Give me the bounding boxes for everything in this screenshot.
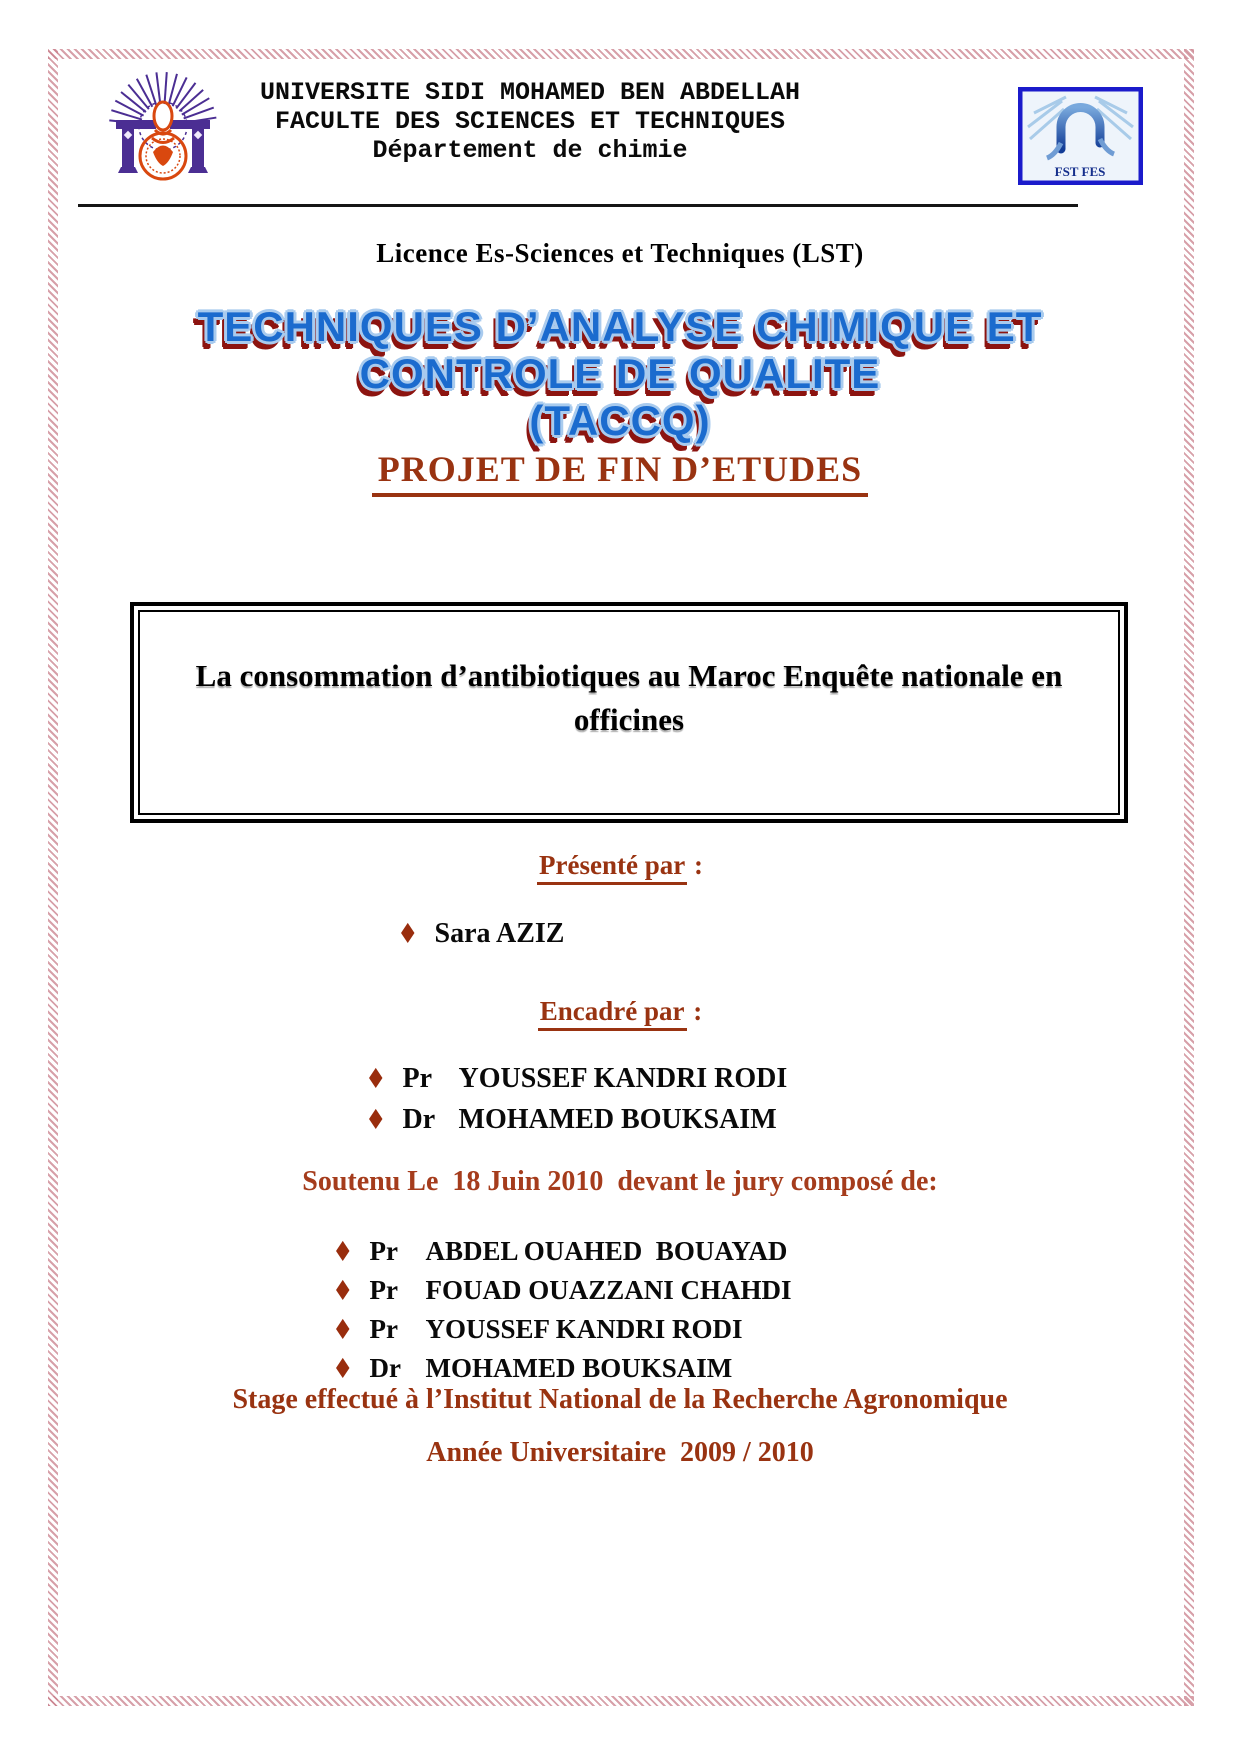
supervised-by-heading: Encadré par : bbox=[0, 996, 1240, 1027]
defense-line: Soutenu Le 18 Juin 2010 devant le jury composé de: bbox=[302, 1166, 938, 1197]
jury-title: Pr bbox=[369, 1275, 398, 1305]
page-border-bottom bbox=[48, 1696, 1194, 1706]
department-name: Département de chimie bbox=[372, 136, 688, 165]
fst-fes-logo-icon bbox=[1018, 87, 1143, 190]
thesis-title: La consommation d’antibiotiques au Maroc Enquête nationale en officines bbox=[195, 658, 1063, 737]
fst-fes-caption: FST FES bbox=[1054, 164, 1106, 179]
institution-header bbox=[190, 78, 870, 165]
academic-year-line: Année Universitaire 2009 / 2010 bbox=[426, 1437, 814, 1468]
jury-name: FOUAD OUAZZANI CHAHDI bbox=[425, 1275, 792, 1305]
jury-title: Pr bbox=[369, 1236, 398, 1266]
jury-title: Dr bbox=[369, 1353, 401, 1383]
supervisor-row bbox=[365, 1104, 787, 1136]
program-title-line3: (TACCQ) bbox=[529, 397, 711, 444]
supervised-by-label: Encadré par bbox=[538, 996, 687, 1031]
author-row bbox=[397, 918, 564, 950]
diamond-bullet-icon: ♦ bbox=[332, 1235, 354, 1269]
supervisor-name: YOUSSEF KANDRI RODI bbox=[458, 1063, 788, 1094]
page-border-top bbox=[48, 49, 1194, 59]
presented-by-heading: Présenté par : bbox=[0, 850, 1240, 881]
university-name: UNIVERSITE SIDI MOHAMED BEN ABDELLAH bbox=[259, 78, 801, 107]
jury-row bbox=[332, 1314, 792, 1345]
jury-row bbox=[332, 1236, 792, 1267]
jury-row bbox=[332, 1353, 792, 1384]
diamond-bullet-icon: ♦ bbox=[332, 1352, 354, 1386]
supervisor-name: MOHAMED BOUKSAIM bbox=[458, 1104, 777, 1135]
supervisor-list bbox=[365, 1063, 787, 1136]
supervisor-title: Pr bbox=[402, 1063, 433, 1094]
program-title-line2: CONTROLE DE QUALITE bbox=[359, 350, 881, 397]
program-title bbox=[0, 303, 1240, 444]
jury-title: Pr bbox=[369, 1314, 398, 1344]
diamond-bullet-icon: ♦ bbox=[332, 1313, 354, 1347]
author-name: Sara AZIZ bbox=[434, 918, 565, 949]
program-title-line1: TECHNIQUES D’ANALYSE CHIMIQUE ET bbox=[197, 303, 1043, 350]
degree-line: Licence Es-Sciences et Techniques (LST) bbox=[376, 238, 864, 268]
header-divider bbox=[78, 204, 1078, 207]
jury-list bbox=[332, 1236, 792, 1384]
diamond-bullet-icon: ♦ bbox=[365, 1103, 387, 1137]
report-type bbox=[0, 448, 1240, 497]
diamond-bullet-icon: ♦ bbox=[332, 1274, 354, 1308]
supervisor-row bbox=[365, 1063, 787, 1095]
diamond-bullet-icon: ♦ bbox=[365, 1062, 387, 1096]
report-type-text: PROJET DE FIN D’ETUDES bbox=[372, 448, 868, 497]
supervisor-title: Dr bbox=[402, 1104, 436, 1135]
diamond-bullet-icon: ♦ bbox=[397, 917, 419, 951]
faculty-name: FACULTE DES SCIENCES ET TECHNIQUES bbox=[274, 107, 786, 136]
jury-name: MOHAMED BOUKSAIM bbox=[425, 1353, 733, 1383]
jury-name: ABDEL OUAHED BOUAYAD bbox=[425, 1236, 788, 1266]
thesis-title-box bbox=[130, 602, 1128, 823]
presented-by-label: Présenté par bbox=[537, 850, 687, 885]
jury-name: YOUSSEF KANDRI RODI bbox=[425, 1314, 743, 1344]
jury-row bbox=[332, 1275, 792, 1306]
internship-line: Stage effectué à l’Institut National de la Recherche Agronomique bbox=[232, 1384, 1008, 1415]
